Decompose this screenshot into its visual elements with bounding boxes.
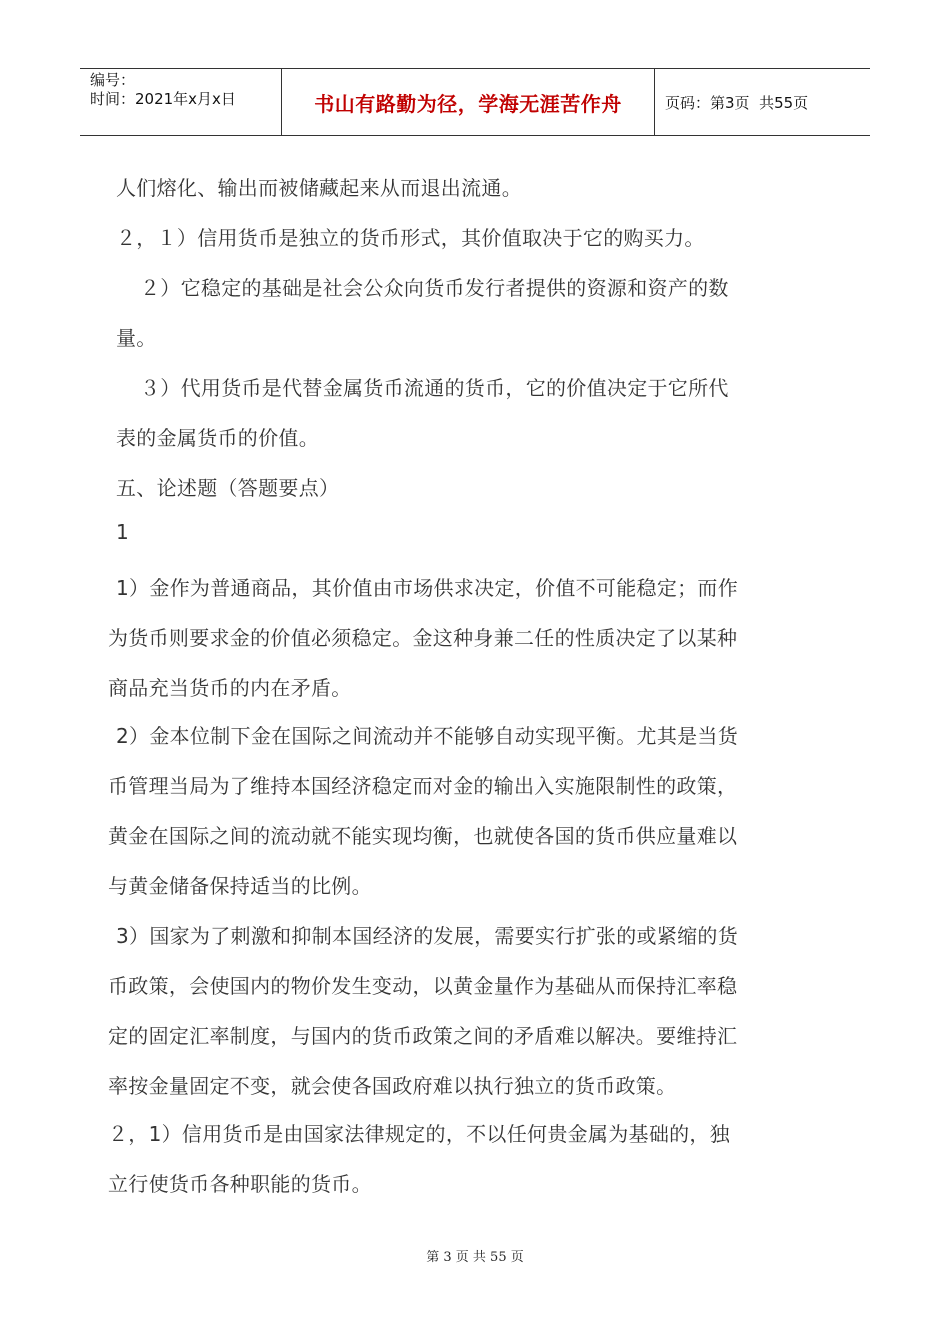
body-line: ３）代用货币是代替金属货币流通的货币，它的价值决定于它所代 [140, 376, 729, 400]
body-line: 1）金作为普通商品，其价值由市场供求决定，价值不可能稳定；而作 [116, 576, 739, 600]
body-line: 黄金在国际之间的流动就不能实现均衡，也就使各国的货币供应量难以 [108, 824, 738, 848]
body-line: 立行使货币各种职能的货币。 [108, 1172, 372, 1196]
body-line: 表的金属货币的价值。 [116, 426, 319, 450]
body-line: 3）国家为了刺激和抑制本国经济的发展，需要实行扩张的或紧缩的货 [116, 924, 739, 948]
body-line: 定的固定汇率制度，与国内的货币政策之间的矛盾难以解决。要维持汇 [108, 1024, 738, 1048]
body-line: 与黄金储备保持适当的比例。 [108, 874, 372, 898]
page-footer [0, 1246, 950, 1265]
body-line: ２）它稳定的基础是社会公众向货币发行者提供的资源和资产的数 [140, 276, 729, 300]
body-line: 币政策，会使国内的物价发生变动，以黄金量作为基础从而保持汇率稳 [108, 974, 738, 998]
document-date: 时间：2021年x月x日 [90, 90, 236, 108]
body-line: 币管理当局为了维持本国经济稳定而对金的输出入实施限制性的政策， [108, 774, 738, 798]
header-meta-cell [80, 69, 282, 135]
document-code-label: 编号： [90, 71, 136, 89]
body-line: 为货币则要求金的价值必须稳定。金这种身兼二任的性质决定了以某种 [108, 626, 738, 650]
body-line: ２，１）信用货币是独立的货币形式，其价值取决于它的购买力。 [116, 226, 705, 250]
body-line: 1 [116, 520, 130, 544]
section-heading: 五、论述题（答题要点） [116, 476, 340, 500]
body-line: ２，1）信用货币是由国家法律规定的，不以任何贵金属为基础的，独 [108, 1122, 731, 1146]
document-header [80, 68, 870, 136]
body-line: 量。 [116, 326, 157, 350]
header-motto: 书山有路勤为径，学海无涯苦作舟 [282, 69, 655, 135]
header-page-cell [655, 69, 870, 135]
header-page-info: 页码：第3页 共55页 [665, 93, 809, 112]
body-line: 2）金本位制下金在国际之间流动并不能够自动实现平衡。尤其是当货 [116, 724, 739, 748]
body-line: 人们熔化、输出而被储藏起来从而退出流通。 [116, 176, 522, 200]
body-line: 率按金量固定不变，就会使各国政府难以执行独立的货币政策。 [108, 1074, 677, 1098]
page-footer-text: 第 3 页 共 55 页 [426, 1250, 524, 1265]
body-line: 商品充当货币的内在矛盾。 [108, 676, 352, 700]
